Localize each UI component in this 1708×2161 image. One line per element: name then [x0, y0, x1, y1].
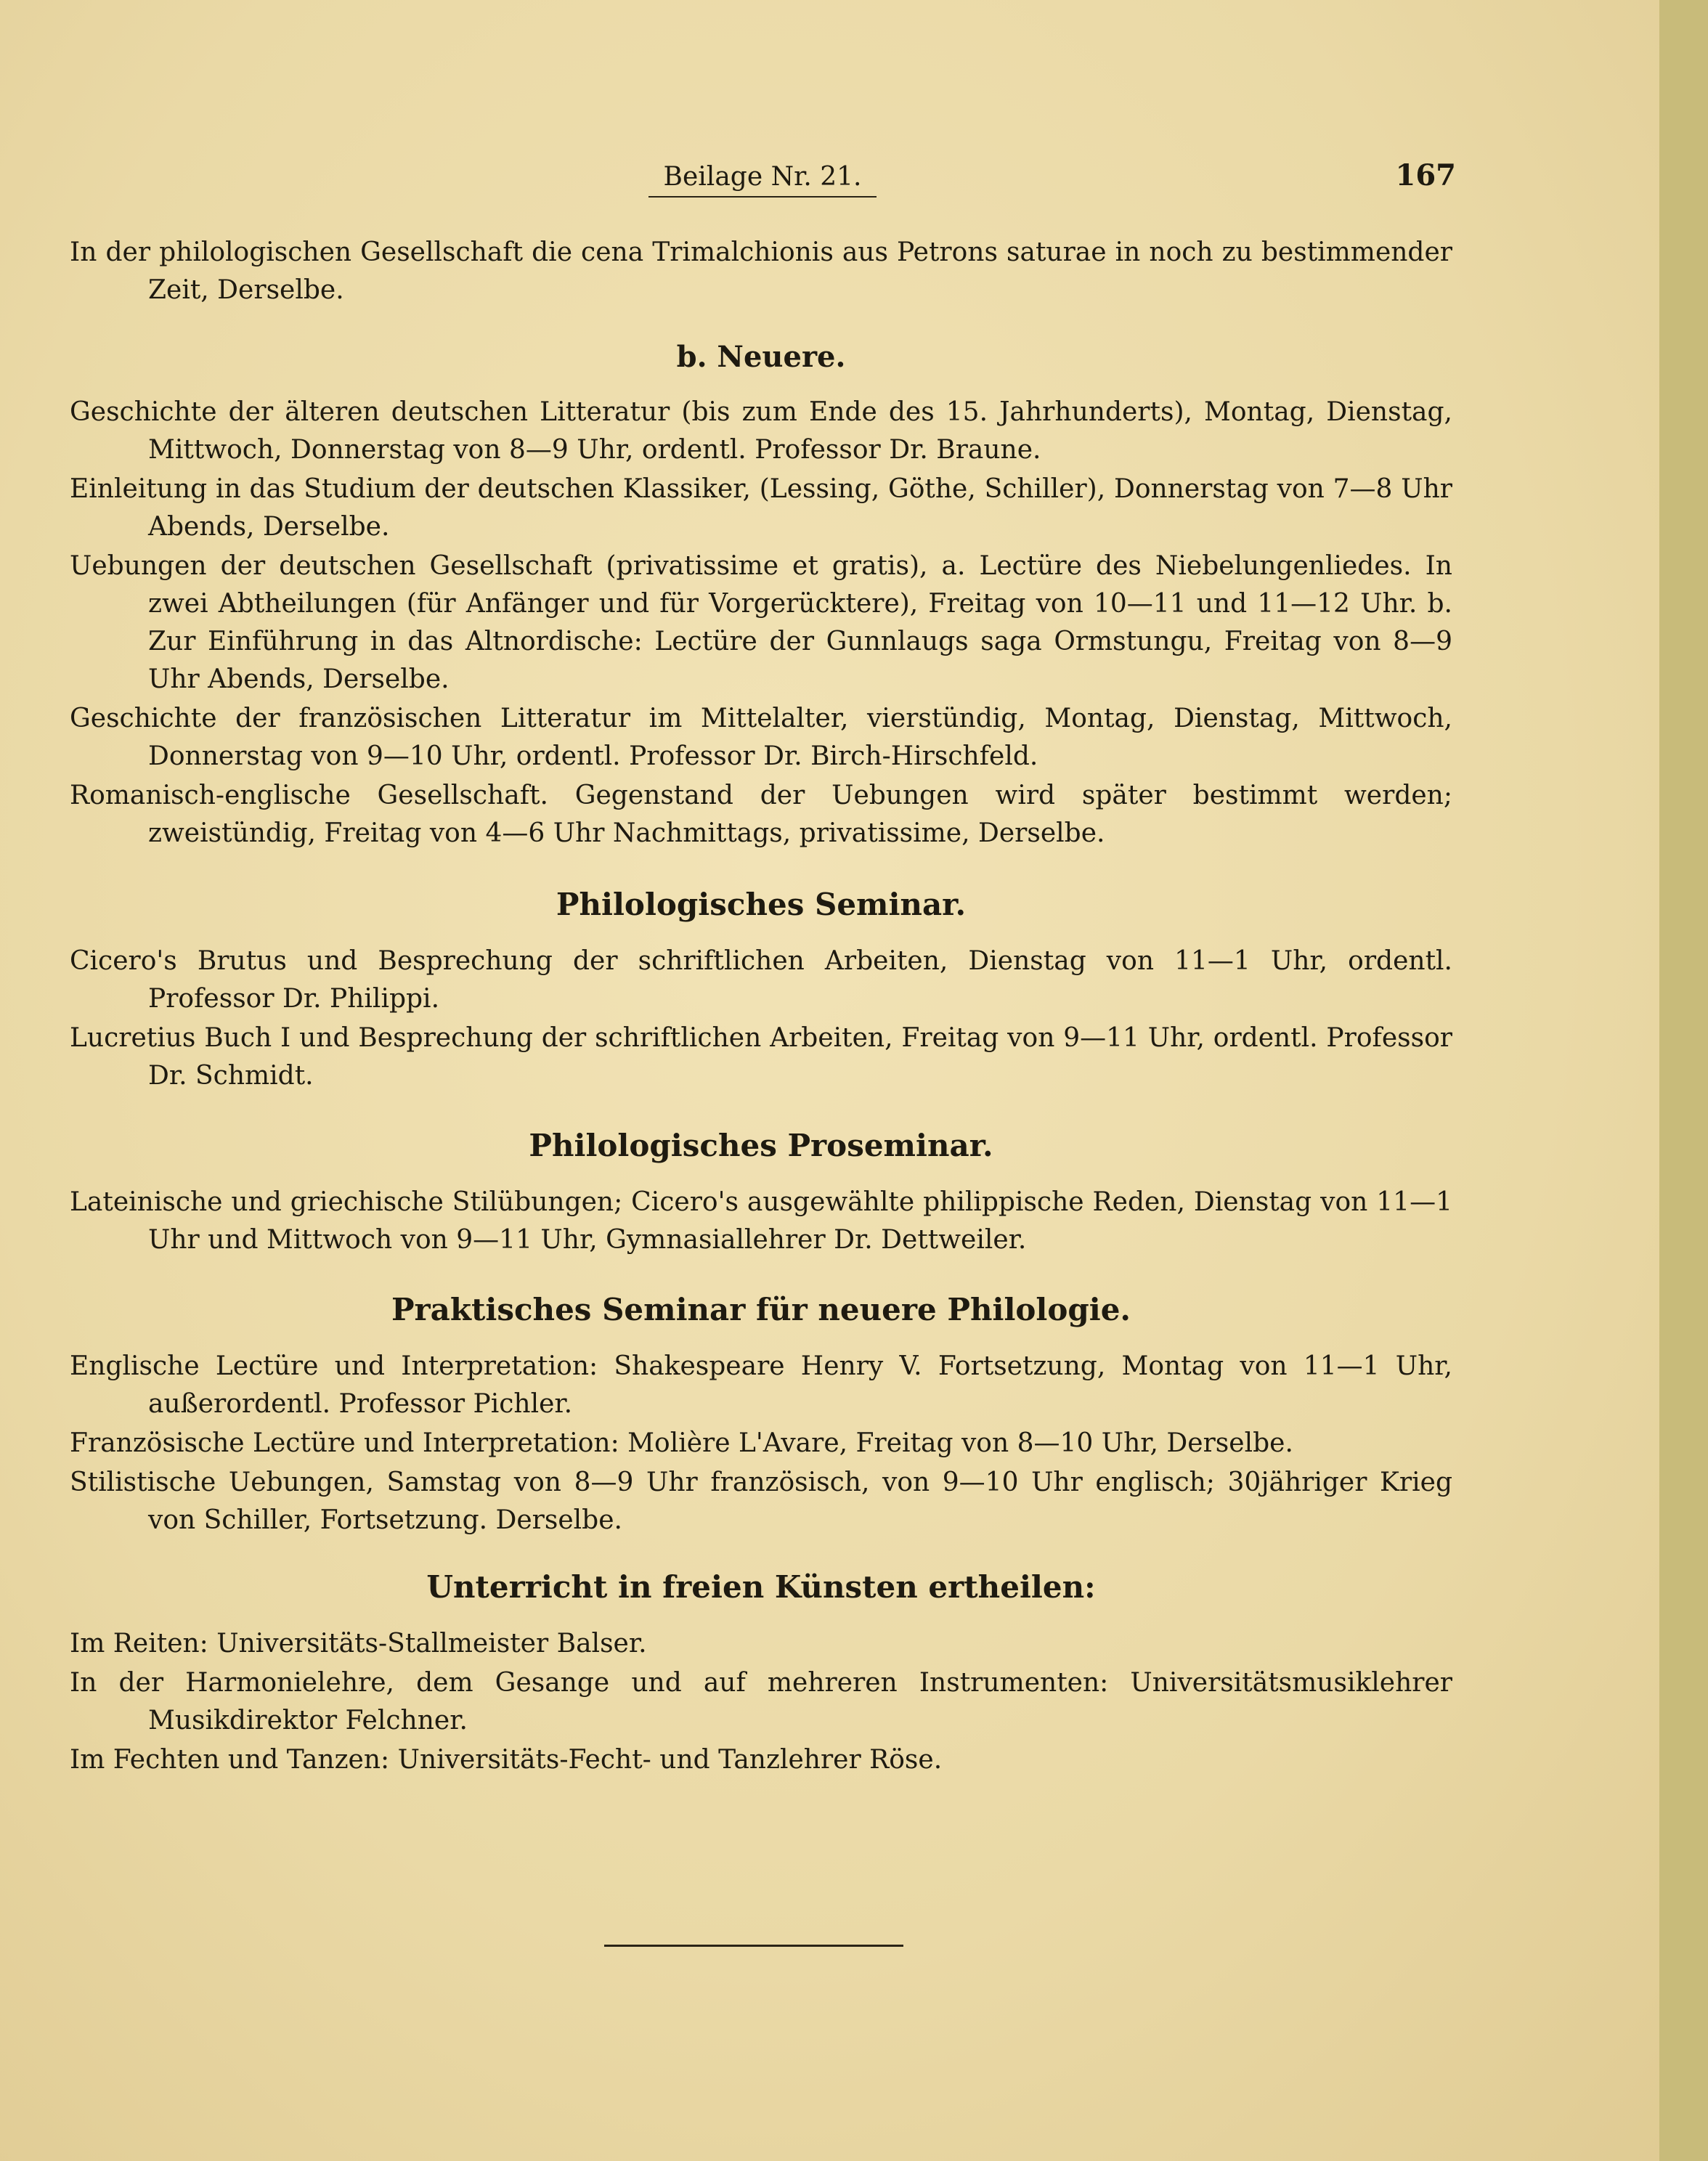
- section-heading-seminar: Philologisches Seminar.: [556, 887, 967, 922]
- page-number: 167: [1395, 158, 1456, 192]
- course-entry: In der Harmonielehre, dem Gesange und auf mehreren Instrumenten: Universitätsmusiklehrer Musikdirektor Felchner.: [70, 1668, 1452, 1735]
- course-entry: Stilistische Uebungen, Samstag von 8—9 Uhr französisch, von 9—10 Uhr englisch; 30jähriger Krieg von Schiller, Fortsetzung. Derselbe.: [70, 1468, 1452, 1535]
- page-edge: [1659, 0, 1708, 2161]
- course-entry: Cicero's Brutus und Besprechung der schriftlichen Arbeiten, Dienstag von 11—1 Uhr, ordentl. Professor Dr. Philippi.: [70, 946, 1452, 1014]
- course-entry: Im Reiten: Universitäts-Stallmeister Balser.: [70, 1629, 647, 1659]
- course-entry: Lucretius Buch I und Besprechung der schriftlichen Arbeiten, Freitag von 9—11 Uhr, ordentl. Professor Dr. Schmidt.: [70, 1023, 1452, 1091]
- closing-rule: [604, 1945, 903, 1947]
- course-entry: Englische Lectüre und Interpretation: Shakespeare Henry V. Fortsetzung, Montag von 11—1 Uhr, außerordentl. Professor Pichler.: [70, 1351, 1452, 1419]
- intro-entry: In der philologischen Gesellschaft die cena Trimalchionis aus Petrons saturae in noch zu bestimmender Zeit, Derselbe.: [70, 237, 1452, 305]
- course-entry: Französische Lectüre und Interpretation: Molière L'Avare, Freitag von 8—10 Uhr, Derselbe.: [70, 1428, 1293, 1458]
- course-entry: Lateinische und griechische Stilübungen; Cicero's ausgewählte philippische Reden, Dienstag von 11—1 Uhr und Mittwoch von 9—11 Uhr, Gymnasiallehrer Dr. Dettweiler.: [70, 1187, 1452, 1255]
- section-heading-kuenste: Unterricht in freien Künsten ertheilen:: [426, 1569, 1096, 1605]
- course-entry: Geschichte der älteren deutschen Litteratur (bis zum Ende des 15. Jahrhunderts), Montag, Dienstag, Mittwoch, Donnerstag von 8—9 Uhr, ordentl. Professor Dr. Braune.: [70, 397, 1452, 465]
- running-title: Beilage Nr. 21.: [663, 162, 862, 192]
- course-entry: Romanisch-englische Gesellschaft. Gegenstand der Uebungen wird später bestimmt werden; zweistündig, Freitag von 4—6 Uhr Nachmittags, privatissime, Derselbe.: [70, 781, 1452, 848]
- course-entry: Im Fechten und Tanzen: Universitäts-Fecht- und Tanzlehrer Röse.: [70, 1745, 943, 1775]
- section-heading-neuere: b. Neuere.: [676, 340, 846, 374]
- course-entry: Einleitung in das Studium der deutschen Klassiker, (Lessing, Göthe, Schiller), Donnerstag von 7—8 Uhr Abends, Derselbe.: [70, 474, 1452, 542]
- section-heading-praktisches-seminar: Praktisches Seminar für neuere Philologie.: [391, 1292, 1131, 1327]
- course-entry: Geschichte der französischen Litteratur im Mittelalter, vierstündig, Montag, Dienstag, Mittwoch, Donnerstag von 9—10 Uhr, ordentl. Professor Dr. Birch-Hirschfeld.: [70, 704, 1452, 771]
- section-heading-proseminar: Philologisches Proseminar.: [529, 1128, 993, 1163]
- course-entry: Uebungen der deutschen Gesellschaft (privatissime et gratis), a. Lectüre des Niebelungenliedes. In zwei Abtheilungen (für Anfänger und für Vorgerücktere), Freitag von 10—11 und 11—12 Uhr. b. Zur Einführung in das Altnordische: Lectüre der Gunnlaugs saga Ormstungu, Freitag von 8—9 Uhr Abends, Derselbe.: [70, 551, 1452, 694]
- body-text: [70, 234, 1452, 1781]
- running-title-rule: [648, 196, 877, 198]
